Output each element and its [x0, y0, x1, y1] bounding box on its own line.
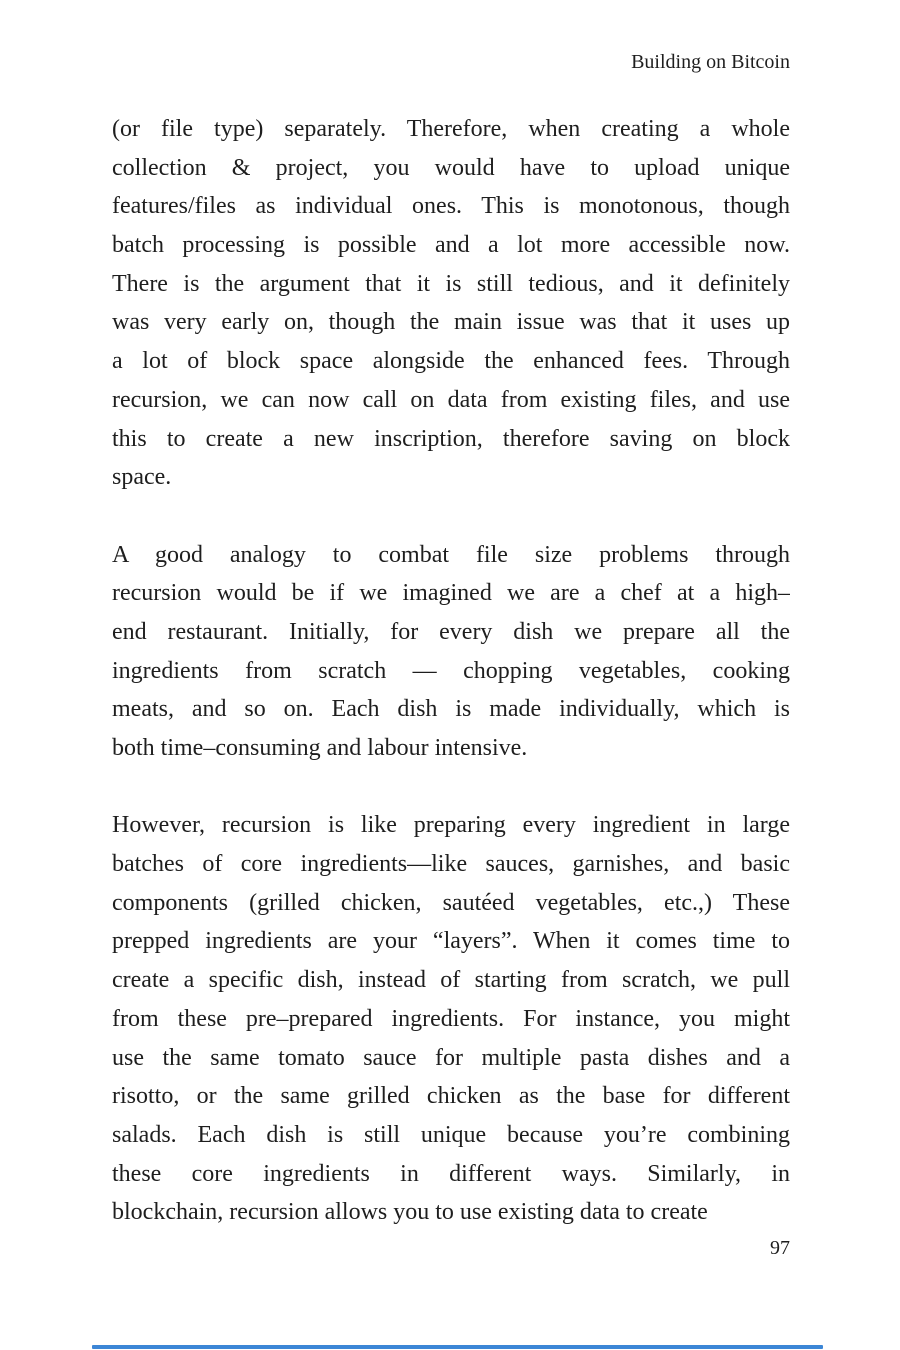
text-line: these core ingredients in different ways. Similarly, in [112, 1160, 790, 1187]
text-line: prepped ingredients are your “layers”. When it comes time to [112, 928, 790, 955]
text-line: space. [112, 464, 172, 491]
text-line: However, recursion is like preparing every ingredient in large [112, 812, 790, 839]
text-line: a lot of block space alongside the enhanced fees. Through [112, 348, 790, 375]
text-line: (or file type) separately. Therefore, when creating a whole [112, 116, 790, 142]
text-line: batch processing is possible and a lot more accessible now. [112, 232, 790, 259]
text-line: A good analogy to combat file size problems through [112, 541, 790, 568]
text-line: There is the argument that it is still tedious, and it definitely [112, 270, 790, 297]
text-line: end restaurant. Initially, for every dish we prepare all the [112, 618, 790, 645]
page-number: 97 [770, 1237, 790, 1259]
body-text [112, 110, 790, 1232]
text-line: from these pre–prepared ingredients. For instance, you might [112, 1005, 790, 1032]
text-line: features/files as individual ones. This is monotonous, though [112, 193, 790, 220]
text-line: meats, and so on. Each dish is made individually, which is [112, 696, 790, 723]
text-line: collection & project, you would have to upload unique [112, 154, 790, 181]
text-line: this to create a new inscription, therefore saving on block [112, 425, 790, 452]
text-line: components (grilled chicken, sautéed vegetables, etc.,) These [112, 889, 790, 916]
text-line: risotto, or the same grilled chicken as the base for different [112, 1083, 790, 1110]
text-line: salads. Each dish is still unique because you’re combining [112, 1121, 790, 1148]
paragraph [112, 536, 790, 768]
text-line: use the same tomato sauce for multiple pasta dishes and a [112, 1044, 790, 1071]
paragraph [112, 806, 790, 1232]
text-line: ingredients from scratch — chopping vegetables, cooking [112, 657, 790, 684]
text-line: batches of core ingredients—like sauces, garnishes, and basic [112, 851, 790, 878]
running-header: Building on Bitcoin [631, 51, 790, 73]
bottom-highlight-bar [92, 1345, 823, 1349]
text-line: blockchain, recursion allows you to use existing data to create [112, 1199, 708, 1226]
text-line: was very early on, though the main issue was that it uses up [112, 309, 790, 336]
text-line: both time–consuming and labour intensive. [112, 735, 528, 761]
paragraph [112, 110, 790, 497]
text-line: recursion would be if we imagined we are a chef at a high– [112, 580, 790, 607]
text-line: create a specific dish, instead of starting from scratch, we pull [112, 967, 790, 994]
text-line: recursion, we can now call on data from existing files, and use [112, 386, 790, 413]
